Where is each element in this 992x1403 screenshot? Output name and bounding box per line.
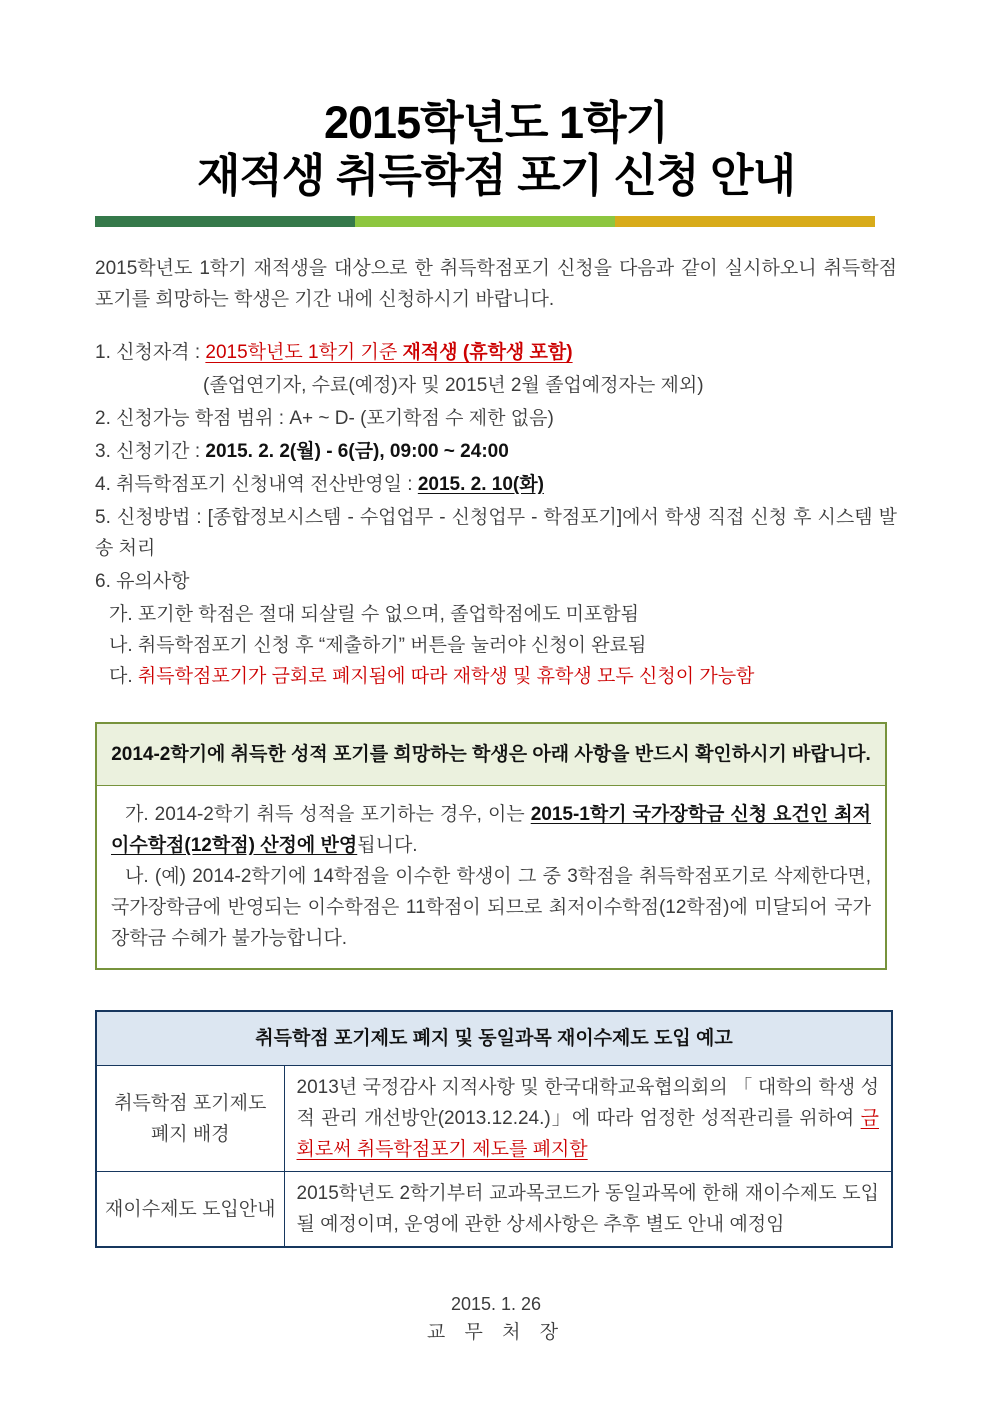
divider-bar <box>95 216 875 227</box>
item1-eligibility-bold: 재적생 (휴학생 포함) <box>402 342 573 364</box>
scholarship-para1-suffix: 됩니다. <box>357 835 418 857</box>
scholarship-para-1 <box>111 799 871 861</box>
list-item-4 <box>95 469 897 500</box>
caution-notes <box>95 599 897 692</box>
scholarship-para1-emphasis: 2015-1학기 국가장학금 신청 요건인 최저이수학점(12학점) 산정에 반영 <box>111 804 871 857</box>
footer-date: 2015. 1. 26 <box>450 1294 542 1315</box>
numbered-list <box>95 337 897 692</box>
page-title-line1: 2015학년도 1학기 <box>324 97 668 148</box>
list-item-1 <box>95 337 897 368</box>
item1-eligibility-text: 2015학년도 1학기 기준 <box>205 342 403 364</box>
row1-body-text: 2013년 국정감사 지적사항 및 한국대학교육협의회의 「 대학의 학생 성적 관리 개선방안(2013.12.24.)」에 따라 엄정한 성적관리를 위하여 <box>296 1077 879 1130</box>
table-row-abolition <box>96 1066 892 1172</box>
policy-notice-table <box>95 1010 893 1248</box>
row1-label-cell: 취득학점 포기제도 폐지 배경 <box>96 1066 284 1172</box>
item3-period: 2015. 2. 2(월) - 6(금), 09:00 ~ 24:00 <box>205 441 509 463</box>
note-c-prefix: 다. <box>109 666 138 688</box>
list-item-3 <box>95 436 897 467</box>
row1-body-red: 금회로써 취득학점포기 제도를 폐지함 <box>296 1108 879 1161</box>
item1-prefix: 1. 신청자격 : <box>95 342 206 364</box>
row2-label-cell: 재이수제도 도입안내 <box>96 1172 284 1248</box>
item3-prefix: 3. 신청기간 : <box>95 441 206 463</box>
page-title <box>95 96 897 202</box>
item4-prefix: 4. 취득학점포기 신청내역 전산반영일 : <box>95 474 418 496</box>
intro-paragraph: 2015학년도 1학기 재적생을 대상으로 한 취득학점포기 신청을 다음과 같이 실시하오니 취득학점포기를 희망하는 학생은 기간 내에 신청하시기 바랍니다. <box>95 258 897 311</box>
table-header-cell: 취득학점 포기제도 폐지 및 동일과목 재이수제도 도입 예고 <box>96 1011 892 1066</box>
divider-segment-dark-green <box>95 216 355 227</box>
row1-body-cell <box>284 1066 892 1172</box>
list-item-6: 6. 유의사항 <box>95 571 190 593</box>
note-a: 가. 포기한 학점은 절대 되살릴 수 없으며, 졸업학점에도 미포함됨 <box>109 604 639 626</box>
item4-date: 2015. 2. 10(화) <box>417 474 544 496</box>
divider-segment-gold <box>615 216 875 227</box>
divider-segment-light-green <box>355 216 615 227</box>
footer-signer: 교 무 처 장 <box>426 1322 566 1344</box>
list-item-2: 2. 신청가능 학점 범위 : A+ ~ D- (포기학점 수 제한 없음) <box>95 408 554 430</box>
note-c-red: 취득학점포기가 금회로 폐지됨에 따라 재학생 및 휴학생 모두 신청이 가능함 <box>137 666 755 688</box>
scholarship-para-2: 나. (예) 2014-2학기에 14학점을 이수한 학생이 그 중 3학점을 취득학점포기로 삭제한다면, 국가장학금에 반영되는 이수학점은 11학점이 되므로 최저이수학점(12학점)에 미달되어 국가장학금 수혜가 불가능합니다. <box>111 866 871 950</box>
list-item-1-note: (졸업연기자, 수료(예정)자 및 2015년 2월 졸업예정자는 제외) <box>203 375 704 397</box>
page-title-line2: 재적생 취득학점 포기 신청 안내 <box>196 150 796 202</box>
table-row-retake <box>96 1172 892 1248</box>
note-c <box>95 661 897 692</box>
scholarship-notice-header: 2014-2학기에 취득한 성적 포기를 희망하는 학생은 아래 사항을 반드시 확인하시기 바랍니다. <box>97 724 885 786</box>
scholarship-notice-box <box>95 722 887 970</box>
scholarship-notice-body <box>97 786 885 968</box>
table-header-row <box>96 1011 892 1066</box>
note-b: 나. 취득학점포기 신청 후 “제출하기” 버튼을 눌러야 신청이 완료됨 <box>109 635 647 657</box>
scholarship-para1-prefix: 가. 2014-2학기 취득 성적을 포기하는 경우, 이는 <box>125 804 531 826</box>
document-footer <box>95 1290 897 1348</box>
list-item-5: 5. 신청방법 : [종합정보시스템 - 수업업무 - 신청업무 - 학점포기]에서 학생 직접 신청 후 시스템 발송 처리 <box>95 507 897 560</box>
row2-body-cell: 2015학년도 2학기부터 교과목코드가 동일과목에 한해 재이수제도 도입될 예정이며, 운영에 관한 상세사항은 추후 별도 안내 예정임 <box>284 1172 892 1248</box>
